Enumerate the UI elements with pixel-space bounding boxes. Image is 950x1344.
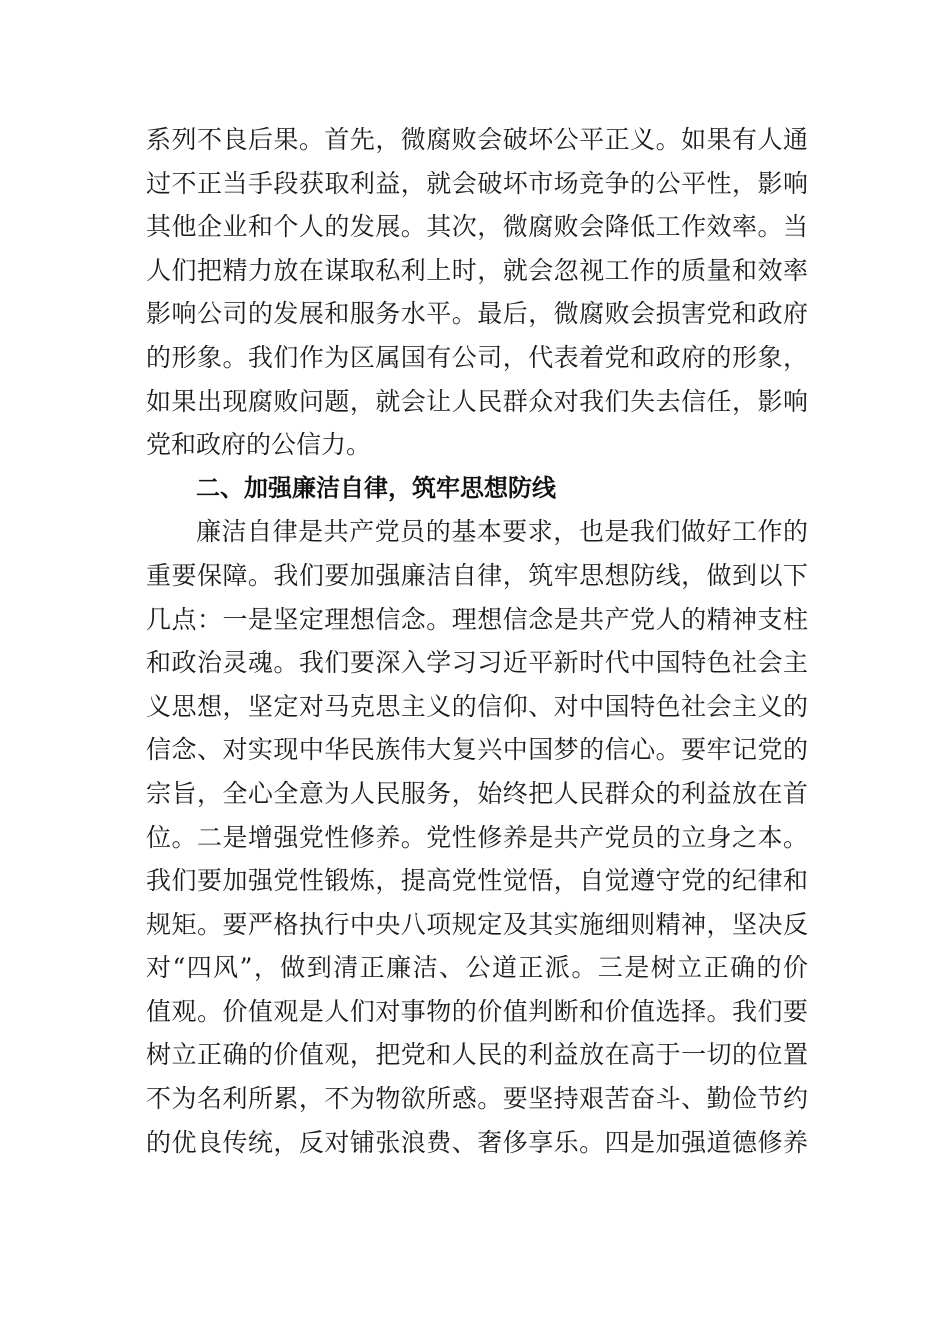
text-line: 树立正确的价值观，把党和人民的利益放在高于一切的位置	[146, 1040, 808, 1070]
text-line: 对“四风”，做到清正廉洁、公道正派。三是树立正确的价	[146, 953, 808, 983]
text-line: 几点：一是坚定理想信念。理想信念是共产党人的精神支柱	[146, 604, 808, 634]
text-line: 和政治灵魂。我们要深入学习习近平新时代中国特色社会主	[146, 648, 808, 678]
text-line: 的优良传统，反对铺张浪费、奢侈享乐。四是加强道德修养	[146, 1127, 808, 1157]
text-line: 规矩。要严格执行中央八项规定及其实施细则精神，坚决反	[146, 909, 808, 939]
document-body	[146, 118, 808, 1164]
text-line: 不为名利所累，不为物欲所惑。要坚持艰苦奋斗、勤俭节约	[146, 1084, 808, 1114]
text-line: 影响公司的发展和服务水平。最后，微腐败会损害党和政府	[146, 299, 808, 329]
text-line: 系列不良后果。首先，微腐败会破坏公平正义。如果有人通	[146, 125, 808, 154]
text-line: 的形象。我们作为区属国有公司，代表着党和政府的形象，	[146, 342, 808, 372]
text-line: 党和政府的公信力。	[146, 430, 372, 460]
text-line: 位。二是增强党性修养。党性修养是共产党员的立身之本。	[146, 822, 808, 852]
section-heading: 二、加强廉洁自律，筑牢思想防线	[196, 473, 556, 502]
text-line: 义思想，坚定对马克思主义的信仰、对中国特色社会主义的	[146, 691, 808, 721]
text-line: 我们要加强党性锻炼，提高党性觉悟，自觉遵守党的纪律和	[146, 866, 808, 896]
text-line: 过不正当手段获取利益，就会破坏市场竞争的公平性，影响	[146, 168, 808, 198]
text-line: 廉洁自律是共产党员的基本要求，也是我们做好工作的	[196, 517, 808, 547]
text-line: 信念、对实现中华民族伟大复兴中国梦的信心。要牢记党的	[146, 735, 808, 765]
paragraph-consequences	[146, 118, 808, 467]
text-line: 如果出现腐败问题，就会让人民群众对我们失去信任，影响	[146, 386, 808, 416]
text-line: 其他企业和个人的发展。其次，微腐败会降低工作效率。当	[146, 212, 808, 242]
text-line: 宗旨，全心全意为人民服务，始终把人民群众的利益放在首	[146, 778, 808, 808]
text-line: 重要保障。我们要加强廉洁自律，筑牢思想防线，做到以下	[146, 560, 808, 590]
text-line: 人们把精力放在谋取私利上时，就会忽视工作的质量和效率	[146, 255, 808, 285]
paragraph-self-discipline	[146, 510, 808, 1164]
text-line: 值观。价值观是人们对事物的价值判断和价值选择。我们要	[146, 996, 808, 1026]
